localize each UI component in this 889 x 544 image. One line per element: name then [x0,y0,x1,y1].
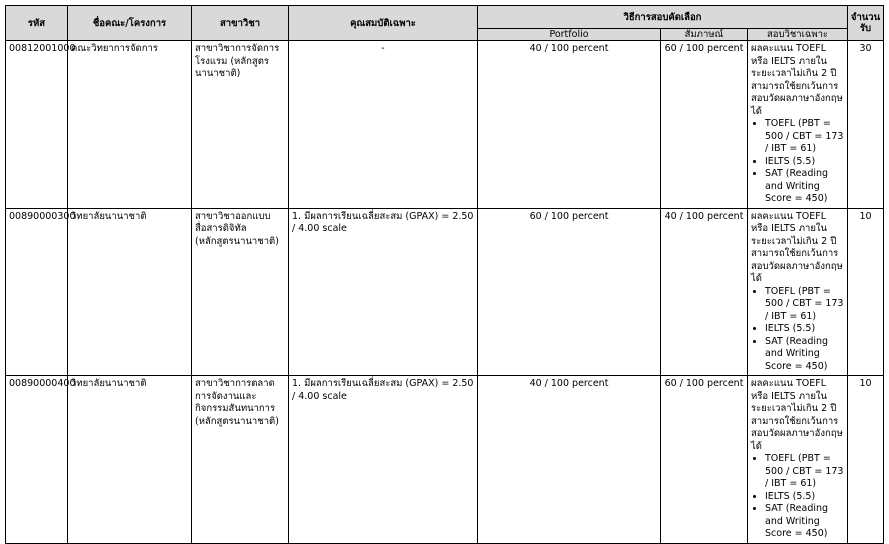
subject-test-list [751,286,844,374]
cell-interview: 40 / 100 percent [661,208,748,376]
cell-subject-test [748,376,848,544]
list-item: • SAT (Reading and Writing Score = 450) [765,336,844,374]
header-subject-test: สอบวิชาเฉพาะ [748,29,848,41]
cell-faculty: วิทยาลัยนานาชาติ [68,208,192,376]
admission-table-container [5,5,884,544]
list-item: • IELTS (5.5) [765,323,844,336]
subject-test-list [751,118,844,206]
cell-quota: 10 [848,208,884,376]
cell-subject-test [748,208,848,376]
header-interview: สัมภาษณ์ [661,29,748,41]
cell-interview: 60 / 100 percent [661,376,748,544]
list-item: • IELTS (5.5) [765,491,844,504]
header-portfolio: Portfolio [478,29,661,41]
list-item: • SAT (Reading and Writing Score = 450) [765,503,844,541]
list-item: • TOEFL (PBT = 500 / CBT = 173 / IBT = 61) [765,453,844,491]
admission-table [5,5,884,544]
cell-subject-test [748,41,848,209]
cell-portfolio: 40 / 100 percent [478,41,661,209]
header-faculty: ชื่อคณะ/โครงการ [68,6,192,41]
list-item: • SAT (Reading and Writing Score = 450) [765,168,844,206]
cell-interview: 60 / 100 percent [661,41,748,209]
cell-faculty: คณะวิทยาการจัดการ [68,41,192,209]
cell-code: 00890000400 [6,376,68,544]
header-code: รหัส [6,6,68,41]
cell-faculty: วิทยาลัยนานาชาติ [68,376,192,544]
list-item: • IELTS (5.5) [765,156,844,169]
subject-test-intro: ผลคะแนน TOEFL หรือ IELTS ภายในระยะเวลาไม่เกิน 2 ปี สามารถใช้ยกเว้นการสอบวัดผลภาษาอังกฤษได้ [751,378,843,452]
cell-portfolio: 40 / 100 percent [478,376,661,544]
cell-major: สาขาวิชาการจัดการโรงแรม (หลักสูตรนานาชาติ) [192,41,289,209]
cell-quota: 10 [848,376,884,544]
cell-major: สาขาวิชาการตลาดการจัดงานและกิจกรรมสันทนาการ (หลักสูตรนานาชาติ) [192,376,289,544]
table-row [6,376,884,544]
cell-qualification: - [289,41,478,209]
cell-qualification: 1. มีผลการเรียนเฉลี่ยสะสม (GPAX) = 2.50 / 4.00 scale [289,376,478,544]
header-quota: จำนวนรับ [848,6,884,41]
header-qualification: คุณสมบัติเฉพาะ [289,6,478,41]
cell-code: 00890000300 [6,208,68,376]
list-item: • TOEFL (PBT = 500 / CBT = 173 / IBT = 61) [765,118,844,156]
table-row [6,208,884,376]
cell-portfolio: 60 / 100 percent [478,208,661,376]
table-header [6,6,884,41]
list-item: • TOEFL (PBT = 500 / CBT = 173 / IBT = 61) [765,286,844,324]
header-selection-method: วิธีการสอบคัดเลือก [478,6,848,29]
cell-major: สาขาวิชาออกแบบสื่อสารดิจิทัล (หลักสูตรนานาชาติ) [192,208,289,376]
cell-code: 00812001000 [6,41,68,209]
header-major: สาขาวิชา [192,6,289,41]
table-row [6,41,884,209]
subject-test-intro: ผลคะแนน TOEFL หรือ IELTS ภายในระยะเวลาไม่เกิน 2 ปี สามารถใช้ยกเว้นการสอบวัดผลภาษาอังกฤษได้ [751,43,843,117]
cell-quota: 30 [848,41,884,209]
cell-qualification: 1. มีผลการเรียนเฉลี่ยสะสม (GPAX) = 2.50 / 4.00 scale [289,208,478,376]
subject-test-list [751,453,844,541]
subject-test-intro: ผลคะแนน TOEFL หรือ IELTS ภายในระยะเวลาไม่เกิน 2 ปี สามารถใช้ยกเว้นการสอบวัดผลภาษาอังกฤษได้ [751,210,843,284]
